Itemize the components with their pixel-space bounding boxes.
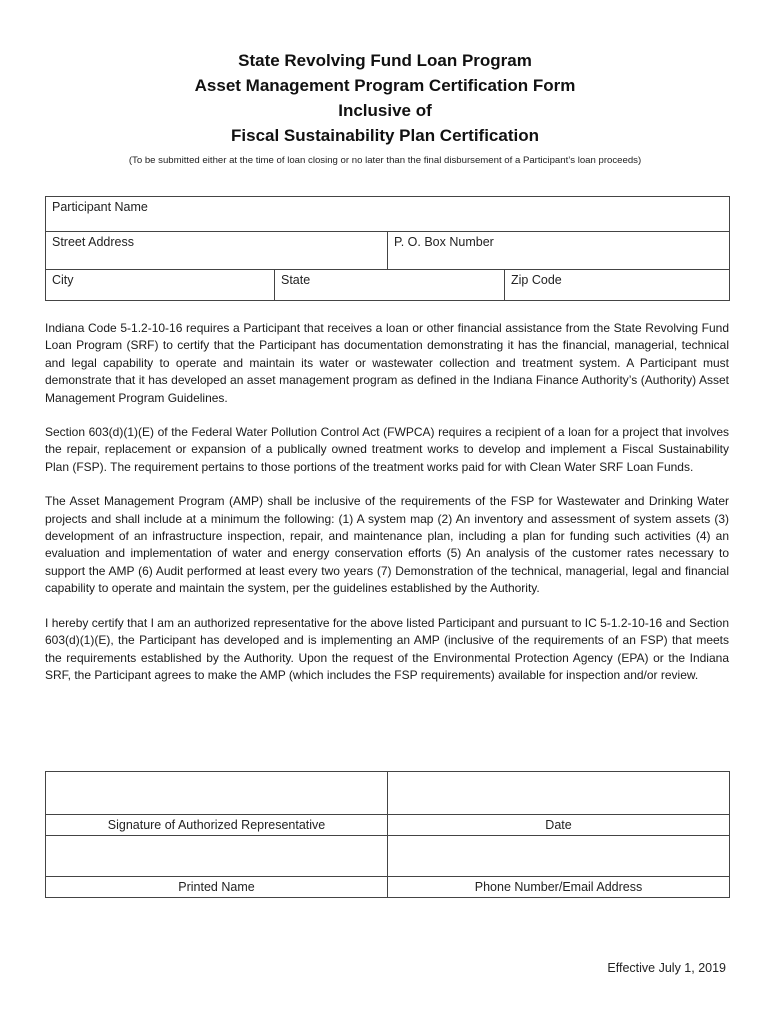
participant-name-field[interactable] (46, 197, 730, 232)
city-field[interactable] (46, 270, 275, 301)
state-label: State (281, 273, 311, 287)
contact-input[interactable] (388, 836, 730, 877)
printed-name-input[interactable] (46, 836, 388, 877)
zip-field[interactable] (505, 270, 730, 301)
effective-date: Effective July 1, 2019 (607, 961, 726, 975)
signature-input[interactable] (46, 772, 388, 815)
paragraph-certification: I hereby certify that I am an authorized representative for the above listed Participant and pursuant to IC 5-1.2-10-16 and Section 603(d)(1)(E), the Participant has developed and is implementing an AMP (inclusive of the requirements of an FSP) that meets the requirements established by the Authority. Upon the request of the Environmental Protection Agency (EPA) or the Indiana SRF, the Participant agrees to make the AMP (which includes the FSP requirements) available for inspection and/or review. (45, 615, 729, 682)
zip-label: Zip Code (511, 273, 562, 287)
form-title-fsp: Fiscal Sustainability Plan Certification (231, 126, 539, 145)
po-box-label: P. O. Box Number (394, 235, 494, 249)
date-label: Date (388, 815, 730, 836)
paragraph-indiana-code: Indiana Code 5-1.2-10-16 requires a Participant that receives a loan or other financial assistance from the State Revolving Fund Loan Program (SRF) to certify that the Participant has documentation demonstrating it has the financial, managerial, technical and legal capability to operate and maintain its water or wastewater collection and treatment system. A Participant must demonstrate that it has developed an asset management program as defined in the Indiana Finance Authority’s (Authority) Asset Management Program Guidelines. (45, 321, 729, 405)
form-title-inclusive: Inclusive of (338, 101, 432, 120)
city-label: City (52, 273, 74, 287)
paragraph-amp-requirements: The Asset Management Program (AMP) shall be inclusive of the requirements of the FSP for Wastewater and Drinking Water projects and shall include at a minimum the following: (1) A system map (2) An inventory and assessment of system assets (3) development of an infrastructure inspection, repair, and maintenance plan, including a plan for funding such activities (4) an evaluation and implementation of water and energy conservation efforts (5) An analysis of the customer rates necessary to support the AMP (6) Audit performed at least every two years (7) Demonstration of the technical, managerial, legal and financial capability to operate and maintain the system, per the guidelines established by the Authority. (45, 494, 729, 596)
submission-note: (To be submitted either at the time of loan closing or no later than the final disbursement of a Participant’s loan proceeds) (128, 155, 642, 166)
program-title: State Revolving Fund Loan Program (238, 51, 532, 70)
street-address-field[interactable] (46, 232, 388, 270)
street-address-label: Street Address (52, 235, 134, 249)
signature-label: Signature of Authorized Representative (46, 815, 388, 836)
state-field[interactable] (275, 270, 505, 301)
date-input[interactable] (388, 772, 730, 815)
signature-table (45, 771, 730, 898)
po-box-field[interactable] (388, 232, 730, 270)
certification-text (45, 320, 729, 701)
form-title: Asset Management Program Certification Form (194, 76, 576, 95)
participant-info-table (45, 196, 730, 301)
form-header (0, 48, 770, 168)
paragraph-fwpca: Section 603(d)(1)(E) of the Federal Water Pollution Control Act (FWPCA) requires a recipient of a loan for a project that involves the repair, replacement or expansion of a publically owned treatment works to develop and implement a Fiscal Sustainability Plan (FSP). The requirement pertains to those portions of the treatment works paid for with Clean Water SRF Loan Funds. (45, 425, 729, 474)
contact-label: Phone Number/Email Address (388, 877, 730, 898)
printed-name-label: Printed Name (46, 877, 388, 898)
participant-name-label: Participant Name (52, 200, 148, 214)
